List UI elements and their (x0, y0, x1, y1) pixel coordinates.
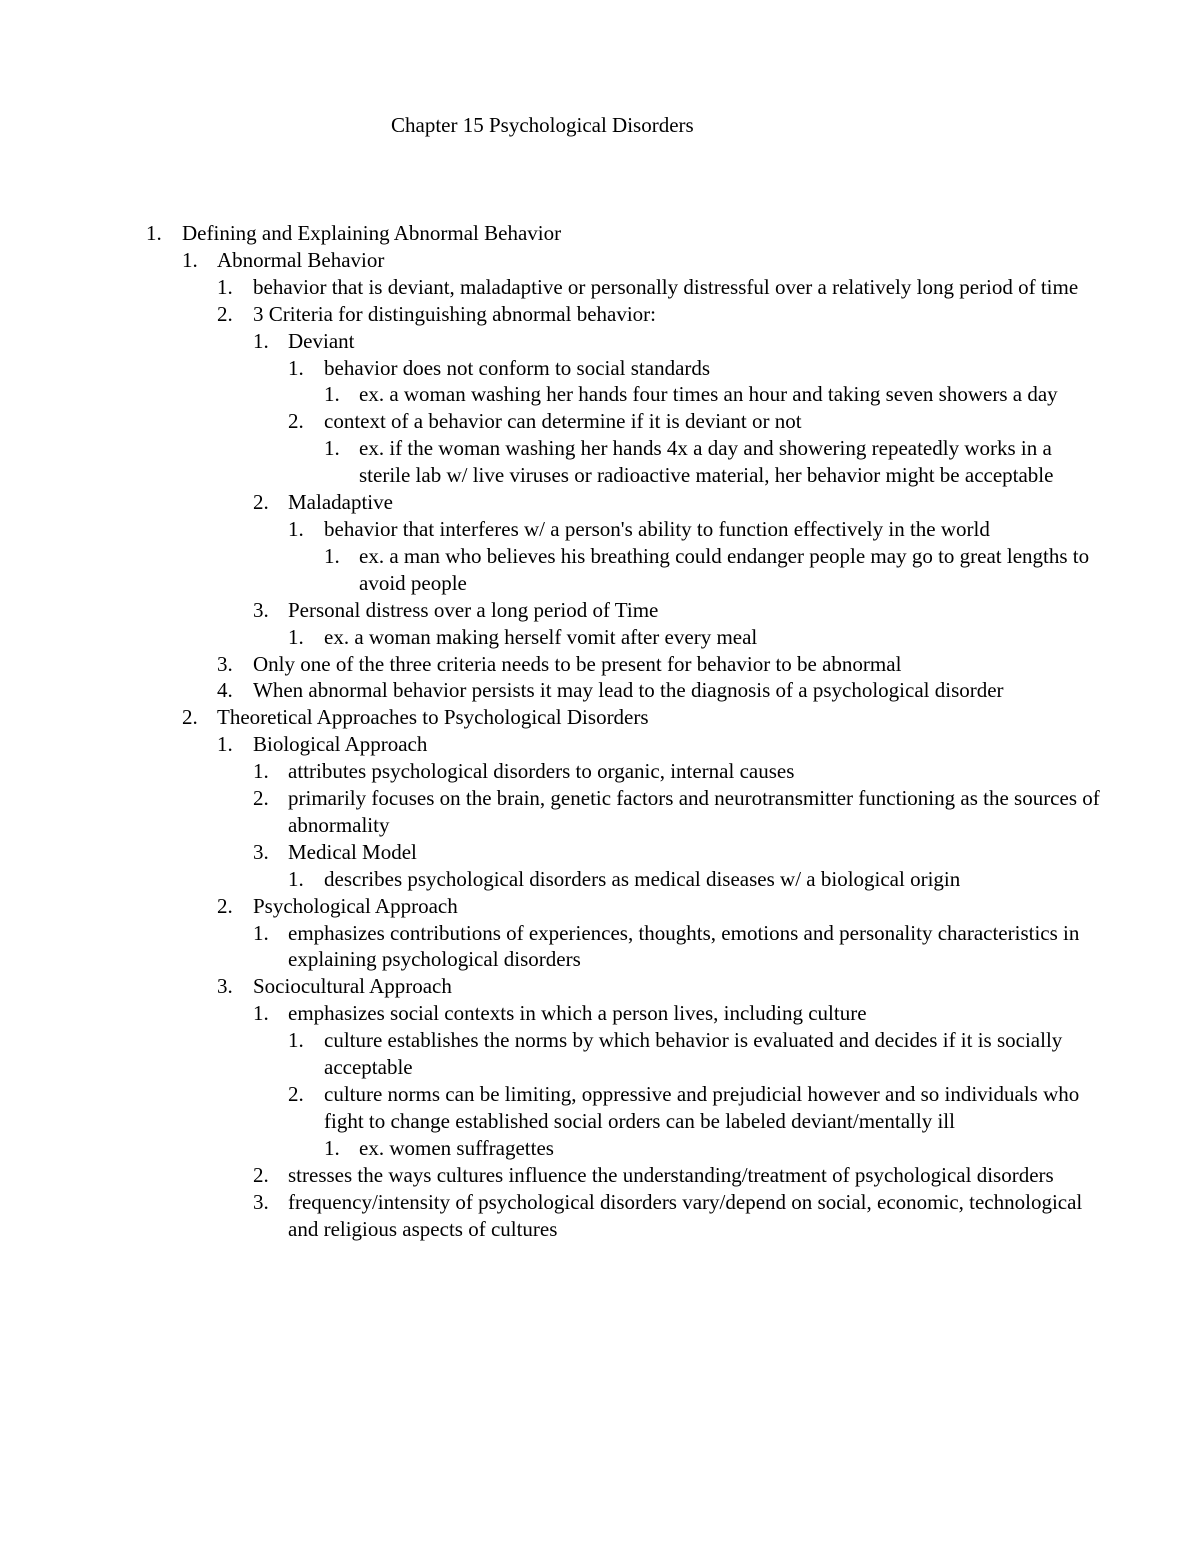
outline-item-text: behavior does not conform to social standards (324, 355, 711, 380)
outline-item (0, 247, 1200, 274)
outline-item-number: 3. (253, 839, 269, 864)
outline-item-text: describes psychological disorders as medical diseases w/ a biological origin (324, 866, 961, 891)
outline-item-number: 2. (288, 409, 304, 434)
outline-item-text: ex. a woman washing her hands four times an hour and taking seven showers a day (359, 382, 1058, 407)
outline-item-text: culture norms can be limiting, oppressive and prejudicial however and so individuals who fight to change established social orders can be labeled deviant/mentally ill (324, 1082, 1080, 1133)
outline-item-text: ex. women suffragettes (359, 1135, 554, 1160)
page-title: Chapter 15 Psychological Disorders (391, 113, 694, 137)
outline-item-number: 2. (253, 786, 269, 811)
outline-item-text: Psychological Approach (253, 893, 458, 918)
outline-item (0, 839, 1200, 866)
outline-item-text: Personal distress over a long period of Time (288, 597, 659, 622)
outline-item-number: 1. (253, 328, 269, 353)
outline-item-number: 1. (146, 221, 162, 245)
outline-item (0, 1027, 1200, 1081)
outline-item-number: 2. (182, 705, 198, 730)
outline-item-text: ex. a man who believes his breathing could endanger people may go to great lengths to avoid people (359, 543, 1090, 595)
outline-item (0, 274, 1200, 301)
outline-item (0, 516, 1200, 543)
outline-item (0, 920, 1200, 974)
outline-item-number: 1. (324, 382, 340, 407)
outline-item (0, 893, 1200, 920)
outline-item (0, 731, 1200, 758)
outline-item-text: stresses the ways cultures influence the understanding/treatment of psychological disorders (288, 1162, 1054, 1187)
outline-item (0, 543, 1200, 597)
outline-item-number: 2. (253, 1162, 269, 1187)
outline-item-number: 1. (217, 274, 233, 299)
outline-item-number: 2. (288, 1082, 304, 1106)
outline-item-number: 3. (217, 651, 233, 676)
outline-item (0, 624, 1200, 651)
outline-item (0, 1162, 1200, 1189)
outline-item-text: Theoretical Approaches to Psychological Disorders (217, 705, 649, 730)
outline-item-number: 3. (253, 1189, 269, 1214)
outline-item-number: 4. (217, 678, 233, 703)
outline-item-number: 1. (324, 1135, 340, 1160)
outline-item (0, 597, 1200, 624)
outline-item-text: Defining and Explaining Abnormal Behavior (182, 221, 562, 245)
outline-item-text: Medical Model (288, 839, 417, 864)
outline-item-text: attributes psychological disorders to organic, internal causes (288, 759, 795, 784)
outline-item-number: 1. (253, 920, 269, 945)
outline-item-number: 1. (288, 624, 304, 649)
outline-item-number: 1. (288, 1028, 304, 1053)
outline-item-text: frequency/intensity of psychological disorders vary/depend on social, economic, technological and religious aspects of cultures (288, 1189, 1083, 1241)
outline-item-number: 1. (217, 732, 233, 757)
outline-list (0, 220, 1200, 1242)
outline-item-number: 3. (217, 974, 233, 999)
outline-item-number: 1. (253, 759, 269, 784)
outline-item-number: 1. (288, 355, 304, 380)
outline-item-number: 1. (324, 543, 340, 568)
outline-item-text: context of a behavior can determine if it is deviant or not (324, 409, 802, 434)
outline-item-number: 2. (253, 490, 269, 515)
outline-item-number: 1. (288, 866, 304, 891)
outline-item-text: culture establishes the norms by which behavior is evaluated and decides if it is socially acceptable (324, 1028, 1063, 1080)
outline-item (0, 328, 1200, 355)
outline-item-text: Sociocultural Approach (253, 974, 452, 999)
outline-item (0, 677, 1200, 704)
outline-item-text: emphasizes social contexts in which a person lives, including culture (288, 1001, 867, 1026)
outline-item (0, 651, 1200, 678)
outline-item (0, 355, 1200, 382)
outline-item-number: 1. (182, 247, 198, 272)
outline-item-text: ex. a woman making herself vomit after every meal (324, 624, 758, 649)
outline-item-number: 1. (288, 516, 304, 541)
outline-item-number: 3. (253, 597, 269, 622)
outline-item-text: ex. if the woman washing her hands 4x a day and showering repeatedly works in a sterile lab w/ live viruses or radioactive material, her behavior might be acceptable (359, 436, 1054, 488)
outline-item-text: behavior that is deviant, maladaptive or personally distressful over a relatively long period of time (253, 274, 1079, 299)
outline-item-number: 1. (253, 1001, 269, 1026)
outline-item (0, 866, 1200, 893)
outline-item (0, 489, 1200, 516)
outline-item-text: Biological Approach (253, 732, 428, 757)
outline-item-text: Deviant (288, 328, 355, 353)
outline-item (0, 758, 1200, 785)
outline-item-text: Abnormal Behavior (217, 247, 385, 272)
outline-item-text: When abnormal behavior persists it may lead to the diagnosis of a psychological disorder (253, 678, 1004, 703)
outline-item-number: 2. (217, 893, 233, 918)
outline-item (0, 381, 1200, 408)
outline-item (0, 785, 1200, 839)
outline-item-text: behavior that interferes w/ a person's ability to function effectively in the world (324, 516, 990, 541)
outline-item (0, 301, 1200, 328)
outline-item (0, 220, 1200, 247)
outline-item-text: emphasizes contributions of experiences, thoughts, emotions and personality characteristics in explaining psychological disorders (288, 920, 1080, 972)
outline-item (0, 1189, 1200, 1243)
outline-item-number: 1. (324, 436, 340, 461)
outline-item-number: 2. (217, 301, 233, 326)
outline-item (0, 973, 1200, 1000)
outline-item (0, 435, 1200, 489)
outline-item-text: Only one of the three criteria needs to be present for behavior to be abnormal (253, 651, 902, 676)
outline-item-text: primarily focuses on the brain, genetic factors and neurotransmitter functioning as the sources of abnormality (288, 786, 1100, 837)
outline-item (0, 1135, 1200, 1162)
outline-item (0, 1081, 1200, 1135)
outline-item (0, 408, 1200, 435)
outline-item (0, 1000, 1200, 1027)
outline-item-text: 3 Criteria for distinguishing abnormal behavior: (253, 301, 656, 326)
outline-item (0, 704, 1200, 731)
outline-item-text: Maladaptive (288, 490, 393, 515)
